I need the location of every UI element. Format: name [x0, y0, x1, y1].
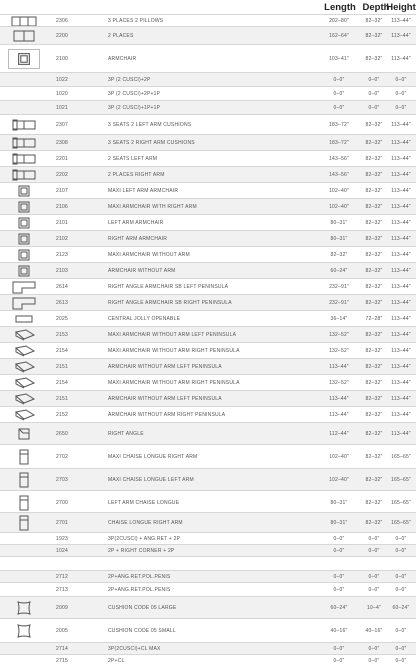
cell-dep: 10–4": [367, 605, 381, 611]
cell-desc: ARMCHAIR: [108, 56, 137, 62]
cell-hei: 0–0": [395, 105, 407, 111]
header-length: Length: [324, 2, 356, 13]
cell-hei: 113–44": [391, 316, 411, 322]
cell-dep: 0–0": [368, 658, 380, 664]
cell-code: 2102: [56, 236, 68, 242]
cell-hei: 113–44": [391, 33, 411, 39]
table-row: [0, 278, 416, 295]
cell-dep: 82–32": [365, 122, 383, 128]
cell-dep: 82–32": [365, 18, 383, 24]
cell-desc: ARMCHAIR WITHOUT ARM LEFT PENINSULA: [108, 364, 222, 370]
cell-hei: 113–44": [391, 348, 411, 354]
chaise-icon: [10, 359, 38, 375]
cell-desc: MAXI ARMCHAIR WITH RIGHT ARM: [108, 204, 197, 210]
cell-len: 113–44": [329, 364, 349, 370]
cell-dep: 82–32": [365, 284, 383, 290]
table-row: [0, 198, 416, 215]
cell-len: 183–72": [329, 122, 349, 128]
table-row: [0, 326, 416, 343]
table-row: [0, 342, 416, 359]
cell-hei: 113–44": [391, 252, 411, 258]
cell-code: 2200: [56, 33, 68, 39]
cell-dep: 82–32": [365, 364, 383, 370]
cell-dep: 0–0": [368, 536, 380, 542]
cell-dep: 82–32": [365, 520, 383, 526]
chaise-longue-icon: [10, 515, 38, 531]
chaise-icon: [10, 407, 38, 423]
cell-hei: 113–44": [391, 236, 411, 242]
cell-len: 80–31": [330, 520, 348, 526]
cell-len: 0–0": [333, 658, 345, 664]
cell-code: 2700: [56, 500, 68, 506]
cell-code: 2005: [56, 628, 68, 634]
cell-code: 2154: [56, 348, 68, 354]
cell-desc: MAXI ARMCHAIR WITHOUT ARM RIGHT PENINSULA: [108, 380, 240, 386]
cell-desc: MAXI LEFT ARM ARMCHAIR: [108, 188, 179, 194]
cell-code: 2153: [56, 332, 68, 338]
cell-code: 2712: [56, 574, 68, 580]
table-row: [0, 596, 416, 619]
cell-desc: 3 SEATS 2 LEFT ARM CUSHIONS: [108, 122, 192, 128]
cell-desc: 3P (2 CUSCI)+2P+1P: [108, 91, 161, 97]
cell-hei: 113–44": [391, 156, 411, 162]
peninsula-left-icon: [10, 279, 38, 295]
cell-hei: 113–44": [391, 220, 411, 226]
table-row: [0, 358, 416, 375]
cell-dep: 82–32": [365, 380, 383, 386]
armchair-icon: [10, 263, 38, 279]
cell-dep: 82–32": [365, 252, 383, 258]
cell-code: 2107: [56, 188, 68, 194]
cell-hei: 113–44": [391, 300, 411, 306]
cell-dep: 82–32": [365, 348, 383, 354]
cell-desc: ARMCHAIR WITHOUT ARM LEFT PENINSULA: [108, 396, 222, 402]
cell-len: 183–72": [329, 140, 349, 146]
cell-desc: RIGHT ANGLE: [108, 431, 144, 437]
cell-len: 232–91": [329, 284, 349, 290]
cell-dep: 82–32": [365, 396, 383, 402]
cell-desc: CHAISE LONGUE RIGHT ARM: [108, 520, 183, 526]
cell-desc: MAXI ARMCHAIR WITHOUT ARM LEFT PENINSULA: [108, 332, 237, 338]
chaise-icon: [10, 343, 38, 359]
table-row: [0, 512, 416, 533]
cell-hei: 113–44": [391, 18, 411, 24]
cell-desc: ARMCHAIR WITHOUT ARM RIGHT PENINSULA: [108, 412, 226, 418]
cell-dep: 82–32": [365, 268, 383, 274]
cell-len: 143–56": [329, 172, 349, 178]
cell-code: 1024: [56, 548, 68, 554]
armchair-icon: [10, 231, 38, 247]
table-row: [0, 556, 416, 571]
table-row: [0, 182, 416, 199]
cell-code: 2103: [56, 268, 68, 274]
cell-desc: 2P+ANG.RET.POL.PENIS: [108, 587, 171, 593]
cell-dep: 0–0": [368, 574, 380, 580]
cell-desc: 3P(2CUSCI) + ANG.RET + 2P: [108, 536, 181, 542]
cell-desc: MAXI CHAISE LONGUE RIGHT ARM: [108, 454, 198, 460]
cell-hei: 165–65": [391, 520, 411, 526]
cell-len: 0–0": [333, 574, 345, 580]
cell-desc: RIGHT ARM ARMCHAIR: [108, 236, 168, 242]
cell-hei: 113–44": [391, 56, 411, 62]
cell-hei: 113–44": [391, 284, 411, 290]
table-row: [0, 406, 416, 423]
table-row: [0, 468, 416, 491]
cell-dep: 82–32": [365, 477, 383, 483]
cell-hei: 0–0": [395, 646, 407, 652]
cell-code: 2123: [56, 252, 68, 258]
cell-dep: 0–0": [368, 105, 380, 111]
cell-dep: 0–0": [368, 77, 380, 83]
cell-code: 2201: [56, 156, 68, 162]
cell-hei: 113–44": [391, 364, 411, 370]
cell-hei: 165–65": [391, 477, 411, 483]
armchair-icon: [10, 215, 38, 231]
cell-desc: RIGHT ANGLE ARMCHAIR SB RIGHT PENINSULA: [108, 300, 232, 306]
cell-code: 2154: [56, 380, 68, 386]
cell-len: 60–24": [330, 268, 348, 274]
cell-hei: 60–24": [392, 605, 410, 611]
cell-len: 102–40": [329, 188, 349, 194]
cell-dep: 82–32": [365, 236, 383, 242]
cell-desc: ARMCHAIR WITHOUT ARM: [108, 268, 176, 274]
table-row: [0, 390, 416, 407]
cell-dep: 82–32": [365, 156, 383, 162]
corner-icon: [10, 426, 38, 442]
armchair-icon: [8, 49, 40, 69]
cell-code: 1021: [56, 105, 68, 111]
cell-code: 2202: [56, 172, 68, 178]
cell-len: 162–64": [329, 33, 349, 39]
cell-dep: 82–32": [365, 56, 383, 62]
armchair-icon: [10, 247, 38, 263]
cell-hei: 113–44": [391, 332, 411, 338]
sofa-2-seat-icon: [10, 28, 38, 44]
table-row: [0, 582, 416, 597]
cell-code: 1020: [56, 91, 68, 97]
cell-hei: 113–44": [391, 122, 411, 128]
sofa-right-arm-icon: [10, 135, 38, 151]
cell-code: 2650: [56, 431, 68, 437]
cell-desc: 2 SEATS LEFT ARM: [108, 156, 158, 162]
sofa-left-arm-icon: [10, 151, 38, 167]
cell-desc: 2P+ANG.RET.POL.PENIS: [108, 574, 171, 580]
cell-desc: MAXI ARMCHAIR WITHOUT ARM: [108, 252, 190, 258]
table-row: [0, 166, 416, 183]
cell-desc: 3P (2 CUSCI)+1P+1P: [108, 105, 161, 111]
cell-code: 2101: [56, 220, 68, 226]
cell-code: 2151: [56, 364, 68, 370]
table-row: [0, 72, 416, 87]
cell-code: 2151: [56, 396, 68, 402]
cell-len: 0–0": [333, 646, 345, 652]
cell-code: 2714: [56, 646, 68, 652]
cell-len: 103–41": [329, 56, 349, 62]
table-row: [0, 26, 416, 45]
cell-hei: 165–65": [391, 454, 411, 460]
cell-desc: LEFT ARM ARMCHAIR: [108, 220, 164, 226]
cell-desc: 2 PLACES: [108, 33, 134, 39]
cell-len: 132–52": [329, 332, 349, 338]
cell-dep: 82–32": [365, 300, 383, 306]
sofa-right-arm-icon: [10, 167, 38, 183]
cell-code: 2307: [56, 122, 68, 128]
cushion-large-icon: [10, 600, 38, 616]
cell-len: 102–40": [329, 204, 349, 210]
cell-len: 132–52": [329, 380, 349, 386]
armchair-icon: [10, 199, 38, 215]
cell-len: 202–80": [329, 18, 349, 24]
sofa-left-arm-icon: [10, 117, 38, 133]
chaise-icon: [10, 375, 38, 391]
cell-dep: 40–16": [365, 628, 383, 634]
cell-desc: 3 SEATS 2 RIGHT ARM CUSHIONS: [108, 140, 195, 146]
cell-len: 0–0": [333, 536, 345, 542]
cell-code: 1022: [56, 77, 68, 83]
cell-dep: 0–0": [368, 91, 380, 97]
cell-hei: 113–44": [391, 140, 411, 146]
table-row: [0, 262, 416, 279]
cell-desc: CUSHION CODE 05 LARGE: [108, 605, 177, 611]
table-header: [0, 0, 416, 14]
chaise-longue-icon: [10, 495, 38, 511]
cell-len: 0–0": [333, 91, 345, 97]
cell-desc: MAXI ARMCHAIR WITHOUT ARM RIGHT PENINSULA: [108, 348, 240, 354]
cell-desc: 3 PLACES 2 PILLOWS: [108, 18, 164, 24]
cell-hei: 0–0": [395, 91, 407, 97]
cell-dep: 82–32": [365, 220, 383, 226]
chaise-longue-icon: [10, 449, 38, 465]
cell-code: 2100: [56, 56, 68, 62]
cell-code: 2715: [56, 658, 68, 664]
cell-code: 2025: [56, 316, 68, 322]
cell-code: 2106: [56, 204, 68, 210]
cell-hei: 113–44": [391, 188, 411, 194]
cell-len: 102–40": [329, 477, 349, 483]
cell-desc: 2P + RIGHT CORNER + 2P: [108, 548, 175, 554]
table-row: [0, 44, 416, 73]
peninsula-right-icon: [10, 295, 38, 311]
cell-len: 0–0": [333, 77, 345, 83]
cell-desc: 2P+CL: [108, 658, 125, 664]
table-row: [0, 422, 416, 445]
table-row: [0, 654, 416, 667]
header-height: Height: [386, 2, 416, 13]
cell-hei: 113–44": [391, 172, 411, 178]
cell-hei: 113–44": [391, 268, 411, 274]
cell-code: 2702: [56, 454, 68, 460]
cell-len: 82–32": [330, 252, 348, 258]
cell-len: 0–0": [333, 548, 345, 554]
cell-hei: 113–44": [391, 412, 411, 418]
cell-dep: 82–32": [365, 454, 383, 460]
cell-hei: 0–0": [395, 548, 407, 554]
cell-len: 112–44": [329, 431, 349, 437]
table-row: [0, 114, 416, 135]
cell-len: 80–31": [330, 500, 348, 506]
cell-desc: MAXI CHAISE LONGUE LEFT ARM: [108, 477, 194, 483]
table-row: [0, 310, 416, 327]
cell-len: 36–14": [330, 316, 348, 322]
cell-len: 80–31": [330, 236, 348, 242]
cell-dep: 72–28": [365, 316, 383, 322]
cell-len: 60–24": [330, 605, 348, 611]
table-row: [0, 86, 416, 101]
cell-code: 1923: [56, 536, 68, 542]
cell-hei: 113–44": [391, 204, 411, 210]
table-row: [0, 374, 416, 391]
cell-desc: 3P(2CUSCI)+CL MAX: [108, 646, 161, 652]
cell-desc: RIGHT ANGLE ARMCHAIR SB LEFT PENINSULA: [108, 284, 229, 290]
cushion-small-icon: [10, 623, 38, 639]
cell-len: 80–31": [330, 220, 348, 226]
table-row: [0, 444, 416, 469]
cell-len: 40–16": [330, 628, 348, 634]
cell-code: 2614: [56, 284, 68, 290]
cell-len: 132–52": [329, 348, 349, 354]
cell-len: 102–40": [329, 454, 349, 460]
armchair-icon: [10, 183, 38, 199]
cell-code: 2308: [56, 140, 68, 146]
cell-code: 2701: [56, 520, 68, 526]
cell-code: 2613: [56, 300, 68, 306]
cell-hei: 0–0": [395, 536, 407, 542]
cell-dep: 82–32": [365, 332, 383, 338]
cell-len: 0–0": [333, 587, 345, 593]
cell-dep: 82–32": [365, 140, 383, 146]
cell-hei: 0–0": [395, 77, 407, 83]
cell-desc: 3P (2 CUSCI)+2P: [108, 77, 151, 83]
cell-code: 2713: [56, 587, 68, 593]
cell-len: 143–56": [329, 156, 349, 162]
table-row: [0, 100, 416, 115]
cell-hei: 0–0": [395, 574, 407, 580]
cell-len: 0–0": [333, 105, 345, 111]
cell-hei: 165–65": [391, 500, 411, 506]
table-row: [0, 134, 416, 151]
cell-hei: 113–44": [391, 396, 411, 402]
cell-dep: 82–32": [365, 500, 383, 506]
cell-hei: 0–0": [395, 628, 407, 634]
cell-desc: LEFT ARM CHAISE LONGUE: [108, 500, 180, 506]
table-row: [0, 214, 416, 231]
cell-code: 2306: [56, 18, 68, 24]
cell-desc: 2 PLACES RIGHT ARM: [108, 172, 165, 178]
cell-desc: CENTRAL JOLLY OPENABLE: [108, 316, 181, 322]
cell-hei: 113–44": [391, 431, 411, 437]
cell-dep: 0–0": [368, 646, 380, 652]
cell-code: 2009: [56, 605, 68, 611]
chaise-icon: [10, 391, 38, 407]
cell-len: 232–91": [329, 300, 349, 306]
cell-dep: 82–32": [365, 188, 383, 194]
cell-dep: 82–32": [365, 412, 383, 418]
table-row: [0, 246, 416, 263]
ottoman-icon: [10, 311, 38, 327]
cell-hei: 113–44": [391, 380, 411, 386]
cell-code: 2703: [56, 477, 68, 483]
chaise-icon: [10, 327, 38, 343]
cell-hei: 0–0": [395, 587, 407, 593]
cell-len: 113–44": [329, 396, 349, 402]
chaise-longue-icon: [10, 472, 38, 488]
cell-dep: 82–32": [365, 431, 383, 437]
header-depth: Depth: [362, 2, 390, 13]
cell-dep: 82–32": [365, 33, 383, 39]
table-row: [0, 150, 416, 167]
table-row: [0, 618, 416, 643]
cell-dep: 82–32": [365, 204, 383, 210]
cell-hei: 0–0": [395, 658, 407, 664]
cell-desc: CUSHION CODE 05 SMALL: [108, 628, 176, 634]
cell-dep: 0–0": [368, 587, 380, 593]
table-row: [0, 294, 416, 311]
table-row: [0, 230, 416, 247]
cell-len: 113–44": [329, 412, 349, 418]
cell-code: 2152: [56, 412, 68, 418]
cell-dep: 82–32": [365, 172, 383, 178]
cell-dep: 0–0": [368, 548, 380, 554]
